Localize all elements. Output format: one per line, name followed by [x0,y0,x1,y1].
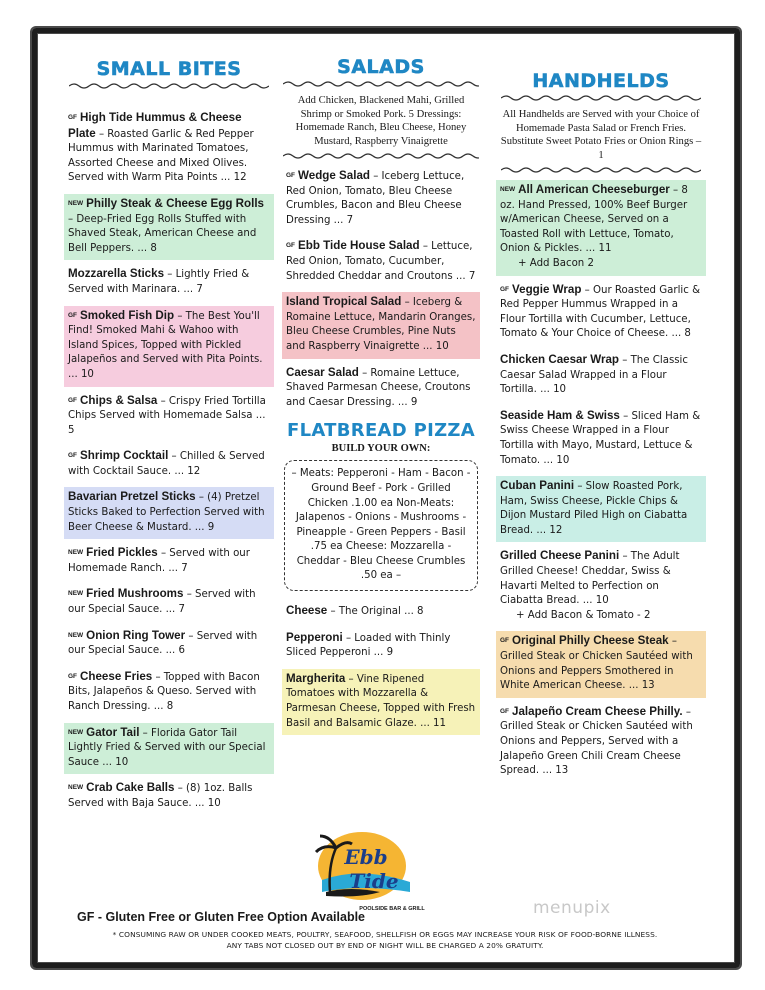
item-name: Ebb Tide House Salad [298,239,420,253]
item-description: – The Classic Caesar Salad Wrapped in a Flour Tortilla. ... 10 [500,354,688,396]
item-name: Island Tropical Salad [286,295,402,309]
item-description: – Lightly Fried & Served with Marinara. ... 7 [68,269,250,295]
handhelds-column [496,58,706,787]
item-addon: + Add Bacon & Tomato - 2 [516,609,651,621]
wave-divider [283,152,479,160]
gluten-free-badge: GF [500,637,510,645]
item-name: Margherita [286,671,346,685]
item-description: – (8) 1oz. Balls Served with Baja Sauce. ... 10 [68,783,253,809]
item-description: – Vine Ripened Tomatoes with Mozzarella & Parmesan Cheese, Topped with Fresh Basil and Balsamic Glaze. ... 11 [286,673,476,729]
item-description: – Iceberg Lettuce, Red Onion, Tomato, Bleu Cheese Crumbles, Bacon and Bleu Cheese Dressing ... 7 [286,171,465,226]
menu-item-fried-pickles [64,543,274,580]
item-description: – 8 oz. Hand Pressed, 100% Beef Burger w/American Cheese, Served on a Toasted Roll with Lettuce, Tomato, Onion & Pickles. ... 11 [500,185,688,255]
item-name: All American Cheeseburger [518,183,670,196]
menu-item-cuban-panini [496,476,706,542]
item-description: – Roasted Garlic & Red Pepper Hummus with Marinated Tomatoes, Assorted Cheese and Mixed Olives. Served with Warm Pita Points ... 12 [68,128,254,184]
menu-item-veggie-wrap [496,280,706,346]
flatbread-title: FLATBREAD PIZZA [286,420,475,442]
menu-item-margherita-flatbread [282,669,480,735]
item-name: Pepperoni [286,630,343,644]
menu-item-caesar-salad [282,363,480,415]
item-description: – Served with our Special Sauce. ... 6 [68,630,258,657]
menu-item-cheese-fries [64,667,274,719]
item-description: – The Original ... 8 [327,606,424,618]
gluten-free-badge: GF [286,242,296,250]
build-your-own-box: – Meats: Pepperoni - Ham - Bacon - Ground Beef - Pork - Grilled Chicken .1.00 ea Non-Meats: Jalapenos - Onions - Mushrooms - Pineapple - Green Peppers - Basil .75 ea Cheese: Mozzarella - Cheddar - Bleu Cheese Crumbles .50 ea – [284,460,478,591]
item-description: – Chilled & Served with Cocktail Sauce. ... 12 [68,451,265,477]
item-description: – Served with our Special Sauce. ... 7 [68,589,256,616]
new-badge: NEW [68,549,84,557]
menu-item-wedge-salad [282,166,480,232]
watermark-text: menupix [533,898,611,918]
menu-item-ham-swiss [496,406,706,472]
item-name: Cuban Panini [500,479,575,493]
menu-item-chips-salsa [64,391,274,443]
item-description: – Loaded with Thinly Sliced Pepperoni ... 9 [286,632,451,659]
item-description: – (4) Pretzel Sticks Baked to Perfection Served with Beer Cheese & Mustard. ... 9 [68,492,265,533]
menu-item-smoked-fish-dip [64,306,274,387]
item-description: – Grilled Steak or Chicken Sautéed with Onions and Peppers Smothered in White American Cheese. ... 13 [500,636,693,692]
item-name: Seaside Ham & Swiss [500,408,620,422]
menu-item-pretzel-sticks [64,487,274,539]
item-name: Veggie Wrap [512,282,582,296]
menu-item-island-tropical-salad [282,292,480,358]
logo-line-2: Tide [349,869,399,893]
menu-item-pepperoni-flatbread [282,628,480,665]
item-name: Jalapeño Cream Cheese Philly. [512,704,683,718]
footer-warning [70,929,700,951]
menu-item-jalapeno-philly [496,702,706,783]
item-description: – Slow Roasted Pork, Ham, Swiss Cheese, Pickle Chips & Dijon Mustard Piled High on Ciabatta Bread. ... 12 [500,481,688,536]
flatbread-subtitle: BUILD YOUR OWN: [331,443,431,455]
gluten-free-badge: GF [68,452,78,460]
wave-divider [501,94,701,102]
item-description: – Topped with Bacon Bits, Jalapeños & Queso. Served with Ranch Dressing. ... 8 [68,671,260,712]
item-name: Caesar Salad [286,365,359,379]
logo-tagline: POOLSIDE BAR & GRILL [359,906,425,912]
menu-item-shrimp-cocktail [64,446,274,483]
item-name: Mozzarella Sticks [68,267,165,281]
item-name: Onion Ring Tower [86,628,186,642]
item-name: Smoked Fish Dip [80,308,175,322]
menu-item-mozzarella-sticks [64,264,274,301]
small-bites-column [64,58,274,820]
salads-title: SALADS [337,56,425,78]
handhelds-intro: All Handhelds are Served with your Choice of Homemade Pasta Salad or French Fries. Substitute Sweet Potato Fries or Onion Rings – 1 [500,109,702,161]
item-name: Cheese Fries [80,669,153,683]
gluten-free-badge: GF [68,114,78,121]
gluten-free-badge: GF [68,396,78,404]
wave-divider [501,166,701,174]
item-name: Grilled Cheese Panini [500,549,620,563]
gluten-free-note: GF - Gluten Free or Gluten Free Option Available [77,910,366,924]
menu-item-house-salad [282,236,480,288]
salads-column [282,58,480,739]
item-name: Crab Cake Balls [86,781,175,795]
new-badge: NEW [68,631,84,639]
item-description: – Lettuce, Red Onion, Tomato, Cucumber, Shredded Cheddar and Croutons ... 7 [286,241,476,282]
gratuity-warning: ANY TABS NOT CLOSED OUT BY END OF NIGHT WILL BE CHARGED A 20% GRATUITY. [226,941,544,950]
item-name: Fried Mushrooms [86,587,184,601]
item-name: Gator Tail [86,725,140,739]
item-description: – Florida Gator Tail Lightly Fried & Served with our Special Sauce ... 10 [68,727,266,768]
new-badge: NEW [500,186,516,193]
wave-divider [69,82,269,90]
item-description: – Sliced Ham & Swiss Cheese Wrapped in a Flour Tortilla with Mayo, Mustard, Lettuce & Tomato. ... 10 [500,410,701,466]
item-description: – Served with our Homemade Ranch. ... 7 [68,548,250,574]
item-description: – Romaine Lettuce, Shaved Parmesan Cheese, Croutons and Caesar Dressing. ... 9 [286,367,471,408]
item-description: – The Adult Grilled Cheese! Cheddar, Swiss & Havarti Melted to Perfection on Ciabatta Bread. ... 10 [500,551,680,607]
item-description: – The Best You'll Find! Smoked Mahi & Wahoo with Island Spices, Topped with Pickled Jalapeños and Served with Pita Points. ... 10 [68,310,263,380]
menu-item-philly-cheese-steak [496,631,706,697]
menu-item-cheese-flatbread [282,601,480,624]
item-name: Cheese [286,604,328,618]
logo-line-1: Ebb [344,845,388,869]
item-description: – Iceberg & Romaine Lettuce, Mandarin Oranges, Bleu Cheese Crumbles, Pine Nuts and Raspberry Vinaigrette ... 10 [286,297,476,352]
wave-divider [283,80,479,88]
item-name: Wedge Salad [298,169,370,182]
item-description: – Crispy Fried Tortilla Chips Served with Homemade Salsa ... 5 [68,395,266,436]
menu-item-chicken-caesar-wrap [496,350,706,402]
small-bites-title: SMALL BITES [96,58,242,80]
item-name: Shrimp Cocktail [80,449,169,463]
new-badge: NEW [68,784,84,792]
item-name: Chips & Salsa [80,393,158,407]
menu-item-onion-ring-tower [64,626,274,663]
gluten-free-badge: GF [500,707,510,715]
item-name: Bavarian Pretzel Sticks [68,490,196,504]
item-description: – Grilled Steak or Chicken Sautéed with Onions and Peppers, Served with a Jalapeño Green Chili Cream Cheese Spread. ... 13 [500,706,693,777]
ebb-tide-logo [300,826,430,916]
item-name: Original Philly Cheese Steak [512,634,669,648]
item-description: – Our Roasted Garlic & Red Pepper Hummus Wrapped in a Flour Tortilla with Cucumber, Lettuce, Tomato & Your Choice of Cheese. ... 8 [500,284,701,340]
menu-item-grilled-cheese-panini [496,546,706,627]
new-badge: NEW [68,728,84,736]
menu-item-cheeseburger [496,180,706,276]
item-addon: + Add Bacon 2 [518,257,594,269]
menu-item-gator-tail [64,723,274,775]
menu-item-egg-rolls [64,194,274,260]
item-name: Chicken Caesar Wrap [500,352,619,366]
gluten-free-badge: GF [68,672,78,680]
food-warning: * CONSUMING RAW OR UNDER COOKED MEATS, POULTRY, SEAFOOD, SHELLFISH OR EGGS MAY INCREASE YOUR RISK OF FOOD-BORNE ILLNESS. [112,930,658,939]
item-name: High Tide Hummus & Cheese Plate [68,111,242,140]
gluten-free-badge: GF [500,285,510,293]
gluten-free-badge: GF [286,172,296,179]
item-name: Fried Pickles [86,546,158,560]
gluten-free-badge: GF [68,311,78,319]
handhelds-title: HANDHELDS [532,70,670,92]
item-name: Philly Steak & Cheese Egg Rolls [86,196,265,210]
menu-item-hummus-plate [64,108,274,190]
menu-item-crab-cake-balls [64,778,274,815]
new-badge: NEW [68,590,84,598]
menu-item-fried-mushrooms [64,584,274,621]
new-badge: NEW [68,199,84,207]
item-description: – Deep-Fried Egg Rolls Stuffed with Shaved Steak, American Cheese and Bell Peppers. ... 8 [68,213,257,254]
salads-intro: Add Chicken, Blackened Mahi, Grilled Shrimp or Smoked Pork. 5 Dressings: Homemade Ranch, Bleu Cheese, Honey Mustard, Raspberry Vinaigrette [295,95,467,147]
